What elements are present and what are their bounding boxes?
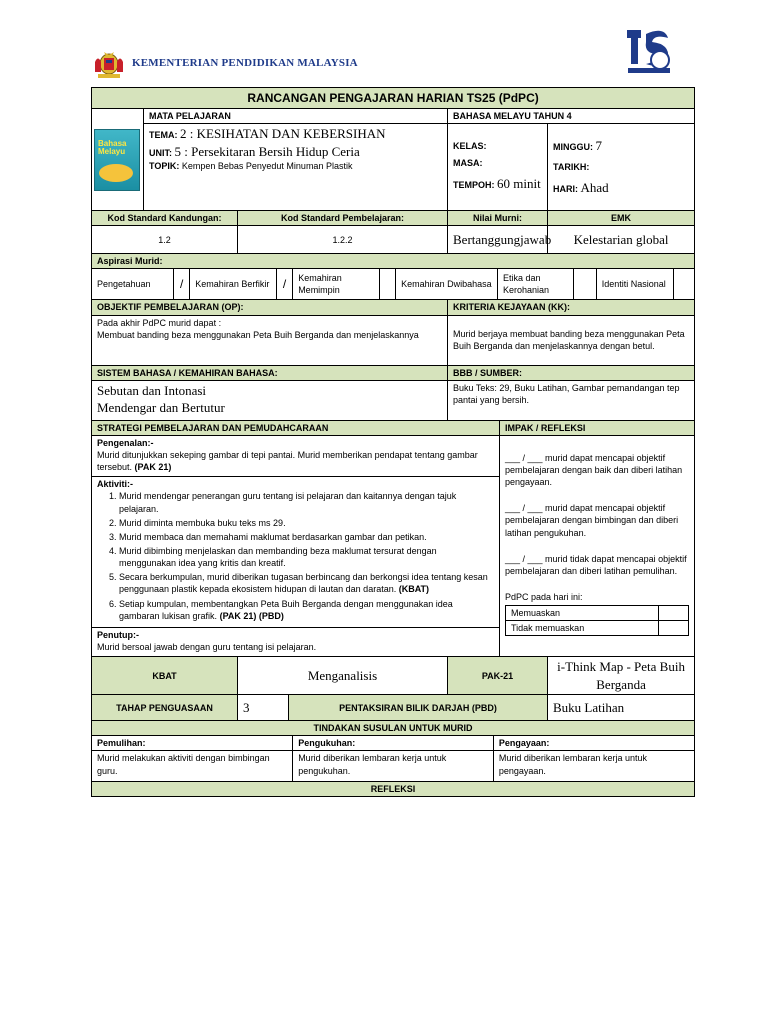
nilai-label: Nilai Murni: bbox=[448, 211, 548, 226]
tahap-label: TAHAP PENGUASAAN bbox=[92, 695, 238, 721]
penutup-text: Murid bersoal jawab dengan guru tentang isi pelajaran. bbox=[97, 641, 317, 652]
op-cell bbox=[92, 315, 448, 365]
aktiviti-item: 4. Murid dibimbing menjelaskan dan membanding beza maklumat tersurat dengan menggunakan idea yang kritis dan kreatif. bbox=[119, 545, 494, 569]
emk-value: Kelestarian global bbox=[548, 226, 695, 254]
sistem-bahasa-label: SISTEM BAHASA / KEMAHIRAN BAHASA: bbox=[92, 365, 448, 380]
aspirasi-pengetahuan: Pengetahuan bbox=[92, 269, 174, 299]
bbb-text: Buku Teks: 29, Buku Latihan, Gambar pemandangan tep pantai yang bersih. bbox=[448, 380, 695, 420]
unit-value: 5 : Persekitaran Bersih Hidup Ceria bbox=[174, 143, 360, 159]
pak-label: PAK-21 bbox=[448, 657, 548, 695]
pemulihan-text: Murid melakukan aktiviti dengan bimbingan guru. bbox=[92, 751, 293, 781]
op-line1: Pada akhir PdPC murid dapat : bbox=[97, 317, 222, 328]
aspirasi-memimpin: Kemahiran Memimpin bbox=[293, 269, 380, 299]
ksp-label: Kod Standard Pembelajaran: bbox=[238, 211, 448, 226]
page-header bbox=[92, 48, 682, 84]
tindakan-row bbox=[92, 736, 695, 782]
pbd-label: PENTAKSIRAN BILIK DARJAH (PBD) bbox=[289, 695, 548, 721]
document-title: RANCANGAN PENGAJARAN HARIAN TS25 (PdPC) bbox=[92, 88, 695, 109]
ksp-value: 1.2.2 bbox=[238, 226, 448, 254]
op-label: OBJEKTIF PEMBELAJARAN (OP): bbox=[92, 300, 448, 315]
pemulihan-label: Pemulihan: bbox=[92, 736, 293, 751]
ksk-label: Kod Standard Kandungan: bbox=[92, 211, 238, 226]
aspirasi-etika: Etika dan Kerohanian bbox=[497, 269, 573, 299]
sistem-bahasa-cell bbox=[92, 380, 448, 420]
ts25-logo bbox=[624, 24, 674, 80]
sistem-bahasa-line2: Mendengar dan Bertutur bbox=[97, 400, 225, 416]
rph-table bbox=[91, 87, 695, 797]
aspirasi-mark bbox=[379, 269, 395, 299]
aspirasi-table bbox=[92, 269, 694, 299]
hari-value: Ahad bbox=[580, 179, 609, 195]
crest-icon bbox=[92, 50, 126, 80]
aktiviti-item: 5. Secara berkumpulan, murid diberikan tugasan berbincang dan berkongsi idea tentang kesan penggunaan plastik kepada ekosistem hidupan di lautan dan daratan. (KBAT) bbox=[119, 571, 494, 595]
memuaskan-checkbox[interactable] bbox=[658, 606, 689, 621]
subject-value: BAHASA MELAYU TAHUN 4 bbox=[448, 109, 695, 124]
impak-label: IMPAK / REFLEKSI bbox=[500, 420, 695, 435]
memuaskan-label: Memuaskan bbox=[506, 606, 659, 621]
minggu-value: 7 bbox=[595, 137, 603, 153]
impak-cell bbox=[500, 435, 695, 656]
pengayaan-label: Pengayaan: bbox=[493, 736, 694, 751]
nilai-value: Bertanggungjawab bbox=[448, 226, 548, 254]
strategi-cell bbox=[92, 435, 500, 656]
emk-label: EMK bbox=[548, 211, 695, 226]
aktiviti-item: 3. Murid membaca dan memahami maklumat berdasarkan gambar dan petikan. bbox=[119, 531, 494, 543]
pengayaan-text: Murid diberikan lembaran kerja untuk pengayaan. bbox=[493, 751, 694, 781]
kk-label: KRITERIA KEJAYAAN (KK): bbox=[448, 300, 695, 315]
pengukuhan-label: Pengukuhan: bbox=[293, 736, 494, 751]
kbat-value: Menganalisis bbox=[238, 657, 448, 695]
tempoh-value: 60 minit bbox=[497, 175, 541, 191]
aspirasi-mark: / bbox=[174, 269, 190, 299]
pengukuhan-text: Murid diberikan lembaran kerja untuk pengukuhan. bbox=[293, 751, 494, 781]
ksk-value: 1.2 bbox=[92, 226, 238, 254]
impak-pengayaan: ___ / ___ murid dapat mencapai objektif pembelajaran dengan baik dan diberi latihan pengayaan. bbox=[505, 452, 683, 488]
pengenalan-block: Pengenalan:- Murid ditunjukkan sekeping gambar di tepi pantai. Murid memberikan pendapat tentang gambar tersebut. (PAK 21) bbox=[92, 436, 499, 477]
bbb-label: BBB / SUMBER: bbox=[448, 365, 695, 380]
aspirasi-identiti: Identiti Nasional bbox=[596, 269, 673, 299]
aspirasi-berfikir: Kemahiran Berfikir bbox=[190, 269, 277, 299]
tema-value: 2 : KESIHATAN DAN KEBERSIHAN bbox=[180, 126, 386, 142]
aspirasi-mark bbox=[574, 269, 596, 299]
tidak-memuaskan-checkbox[interactable] bbox=[658, 621, 689, 636]
aspirasi-mark bbox=[674, 269, 694, 299]
aktiviti-block: Aktiviti:- 1. Murid mendengar penerangan guru tentang isi pelajaran dan kaitannya dengan tajuk pelajaran. 2. Murid diminta membuka buku teks ms 29. 3. Murid membaca dan memahami maklumat berdasarkan gambar dan petikan. 4. Murid dibimbing menjelaskan dan membanding beza maklumat tersurat dengan menggunakan idea yang kritis dan kreatif. 5. Secara berkumpulan, murid diberikan tugasan berbincang dan berkongsi idea tentang kesan penggunaan plastik kepada ekosistem hidupan di lautan dan daratan. (KBAT) 6. Setiap kumpulan, membentangkan Peta Buih Berganda dengan menggunakan idea gambaran lukisan grafik. (PAK 21) (PBD) bbox=[92, 477, 499, 628]
aspirasi-dwibahasa: Kemahiran Dwibahasa bbox=[396, 269, 498, 299]
tindakan-label: TINDAKAN SUSULAN UNTUK MURID bbox=[92, 721, 695, 736]
pdpc-status-table bbox=[505, 605, 689, 636]
sistem-bahasa-line1: Sebutan dan Intonasi bbox=[97, 382, 207, 398]
kbat-label: KBAT bbox=[92, 657, 238, 695]
tidak-memuaskan-label: Tidak memuaskan bbox=[506, 621, 659, 636]
aspirasi-label: Aspirasi Murid: bbox=[92, 254, 695, 269]
minggu-tarikh-hari-cell: MINGGU: 7 TARIKH: HARI: Ahad bbox=[548, 124, 695, 211]
refleksi-label: REFLEKSI bbox=[92, 781, 695, 796]
pdpc-label: PdPC pada hari ini: bbox=[505, 591, 583, 602]
kelas-masa-tempoh-cell: KELAS: MASA: TEMPOH: 60 minit bbox=[448, 124, 548, 211]
mata-pelajaran-label: MATA PELAJARAN bbox=[144, 109, 448, 124]
aktiviti-item: 2. Murid diminta membuka buku teks ms 29. bbox=[119, 517, 494, 529]
tahap-value: 3 bbox=[238, 695, 289, 721]
tema-unit-topik-cell: TEMA: 2 : KESIHATAN DAN KEBERSIHAN UNIT: 5 : Persekitaran Bersih Hidup Ceria TOPIK: Kempen Bebas Penyedut Minuman Plastik bbox=[144, 124, 448, 211]
aktiviti-list bbox=[97, 490, 494, 621]
aktiviti-item: 1. Murid mendengar penerangan guru tentang isi pelajaran dan kaitannya dengan tajuk pelajaran. bbox=[119, 490, 494, 514]
book-cover-image: Bahasa Melayu bbox=[94, 129, 140, 191]
pbd-value: Buku Latihan bbox=[548, 695, 695, 721]
aspirasi-mark: / bbox=[276, 269, 292, 299]
kk-text: Murid berjaya membuat banding beza menggunakan Peta Buih Berganda dan menjelaskannya dengan betul. bbox=[448, 315, 695, 365]
impak-pemulihan: ___ / ___ murid tidak dapat mencapai objektif pembelajaran dan diberi latihan pemulihan. bbox=[505, 553, 687, 576]
op-line2: Membuat banding beza menggunakan Peta Buih Berganda dan menjelaskannya bbox=[97, 329, 419, 340]
pengenalan-text: Murid ditunjukkan sekeping gambar di tepi pantai. Murid memberikan pendapat tentang gambar tersebut. (PAK 21) bbox=[97, 449, 478, 473]
tindakan-table bbox=[92, 736, 694, 781]
strategi-label: STRATEGI PEMBELAJARAN DAN PEMUDAHCARAAN bbox=[92, 420, 500, 435]
topik-value: Kempen Bebas Penyedut Minuman Plastik bbox=[181, 161, 353, 172]
aspirasi-row bbox=[92, 269, 695, 300]
penutup-block: Penutup:- Murid bersoal jawab dengan guru tentang isi pelajaran. bbox=[92, 628, 499, 656]
ministry-name: KEMENTERIAN PENDIDIKAN MALAYSIA bbox=[132, 57, 358, 69]
aktiviti-item: 6. Setiap kumpulan, membentangkan Peta Buih Berganda dengan menggunakan idea gambaran lukisan grafik. (PAK 21) (PBD) bbox=[119, 598, 494, 622]
book-cover-cell bbox=[92, 109, 144, 211]
pak-value: i-Think Map - Peta Buih Berganda bbox=[548, 657, 695, 695]
impak-pengukuhan: ___ / ___ murid dapat mencapai objektif pembelajaran dengan bimbingan dan diberi latihan pengukuhan. bbox=[505, 503, 679, 538]
